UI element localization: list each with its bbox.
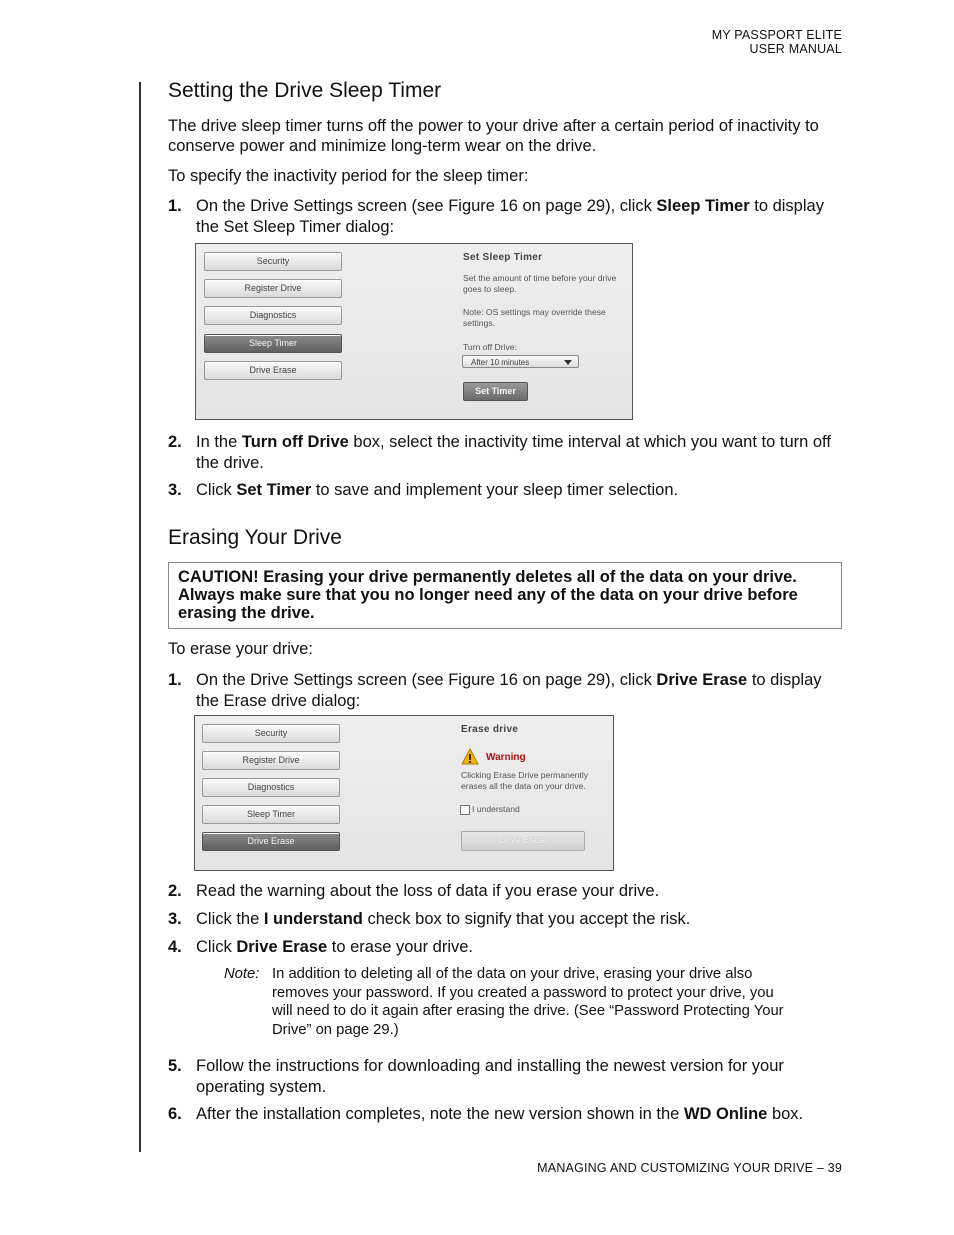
set-sleep-timer-dialog (195, 243, 633, 420)
step-text: Click Drive Erase to erase your drive. (196, 938, 473, 956)
step-text: Click Set Timer to save and implement your sleep timer selection. (196, 481, 679, 499)
running-header (712, 28, 842, 56)
step-text: Read the warning about the loss of data if you erase your drive. (196, 882, 660, 900)
step-number: 1. (168, 197, 182, 215)
step-number: 2. (168, 433, 182, 451)
dialog-description: Set the amount of time before your drive goes to sleep. (463, 273, 617, 294)
step-number: 4. (168, 938, 182, 956)
security-button[interactable]: Security (202, 724, 340, 743)
erase-step-5 (168, 1056, 848, 1098)
step-number: 2. (168, 882, 182, 900)
register-drive-button[interactable]: Register Drive (202, 751, 340, 770)
warning-text: Clicking Erase Drive permanently erases all the data on your drive. (461, 770, 589, 791)
chevron-down-icon (564, 360, 572, 365)
erase-drive-dialog (194, 715, 614, 871)
header-line-1: MY PASSPORT ELITE (711, 28, 842, 42)
step-text: On the Drive Settings screen (see Figure 16 on page 29), click Sleep Timer to display the Set Sleep Timer dialog: (196, 197, 824, 236)
page-footer: MANAGING AND CUSTOMIZING YOUR DRIVE – 39 (537, 1161, 842, 1175)
i-understand-checkbox[interactable] (460, 805, 470, 815)
drive-erase-button[interactable]: Drive Erase (202, 832, 340, 851)
sleep-timer-button[interactable]: Sleep Timer (202, 805, 340, 824)
dialog-note: Note: OS settings may override these settings. (463, 307, 606, 328)
i-understand-label: I understand (472, 804, 520, 814)
turn-off-drive-select[interactable] (462, 355, 579, 368)
margin-rule (139, 82, 141, 1152)
erase-step-1 (168, 670, 848, 712)
erase-step-4 (168, 937, 848, 959)
register-drive-button[interactable]: Register Drive (204, 279, 342, 298)
step-number: 6. (168, 1105, 182, 1123)
step-text: On the Drive Settings screen (see Figure 16 on page 29), click Drive Erase to display the Erase drive dialog: (196, 671, 822, 710)
step-text: In the Turn off Drive box, select the inactivity time interval at which you want to turn off the drive. (196, 433, 831, 472)
sleep-timer-intro: The drive sleep timer turns off the power to your drive after a certain period of inactivity to conserve power and minimize long-term wear on the drive. (168, 117, 819, 155)
security-button[interactable]: Security (204, 252, 342, 271)
sleep-step-2 (168, 432, 848, 474)
set-timer-button[interactable]: Set Timer (463, 382, 528, 401)
note-text: In addition to deleting all of the data on your drive, erasing your drive also removes your password. If you created a password to protect your drive, you will need to do it again after erasing the drive. (See “Password Protecting Your Drive” on page 29.) (272, 966, 784, 1038)
section-title-sleep-timer: Setting the Drive Sleep Timer (168, 79, 442, 102)
sleep-timer-button[interactable]: Sleep Timer (204, 334, 342, 353)
drive-erase-button[interactable]: Drive Erase (204, 361, 342, 380)
erase-step-3 (168, 909, 848, 931)
step-text: After the installation completes, note the new version shown in the WD Online box. (196, 1105, 804, 1123)
diagnostics-button[interactable]: Diagnostics (204, 306, 342, 325)
diagnostics-button[interactable]: Diagnostics (202, 778, 340, 797)
step-number: 5. (168, 1057, 182, 1075)
section-title-erasing: Erasing Your Drive (168, 526, 342, 549)
sleep-timer-lead: To specify the inactivity period for the sleep timer: (168, 167, 529, 185)
caution-box: CAUTION! Erasing your drive permanently deletes all of the data on your drive. Always make sure that you no longer need any of the data on your drive before erasing the drive. (168, 562, 842, 629)
turn-off-drive-label: Turn off Drive: (463, 342, 517, 352)
step-number: 1. (168, 671, 182, 689)
note-label: Note: (224, 966, 260, 982)
warning-icon (461, 748, 479, 766)
dialog-title: Set Sleep Timer (463, 252, 543, 263)
warning-label: Warning (486, 752, 526, 763)
header-line-2: USER MANUAL (749, 42, 842, 56)
drive-erase-action-button[interactable]: Drive Erase (461, 831, 585, 851)
step-number: 3. (168, 910, 182, 928)
erase-lead: To erase your drive: (168, 640, 313, 658)
erase-step-2 (168, 881, 848, 903)
step-number: 3. (168, 481, 182, 499)
erase-step-6 (168, 1104, 848, 1126)
sleep-step-1 (168, 196, 848, 238)
step-text: Click the I understand check box to signify that you accept the risk. (196, 910, 691, 928)
sleep-step-3 (168, 480, 848, 502)
dialog-title: Erase drive (461, 724, 519, 735)
select-value: After 10 minutes (471, 358, 530, 367)
step-text: Follow the instructions for downloading and installing the newest version for your operating system. (196, 1057, 784, 1096)
